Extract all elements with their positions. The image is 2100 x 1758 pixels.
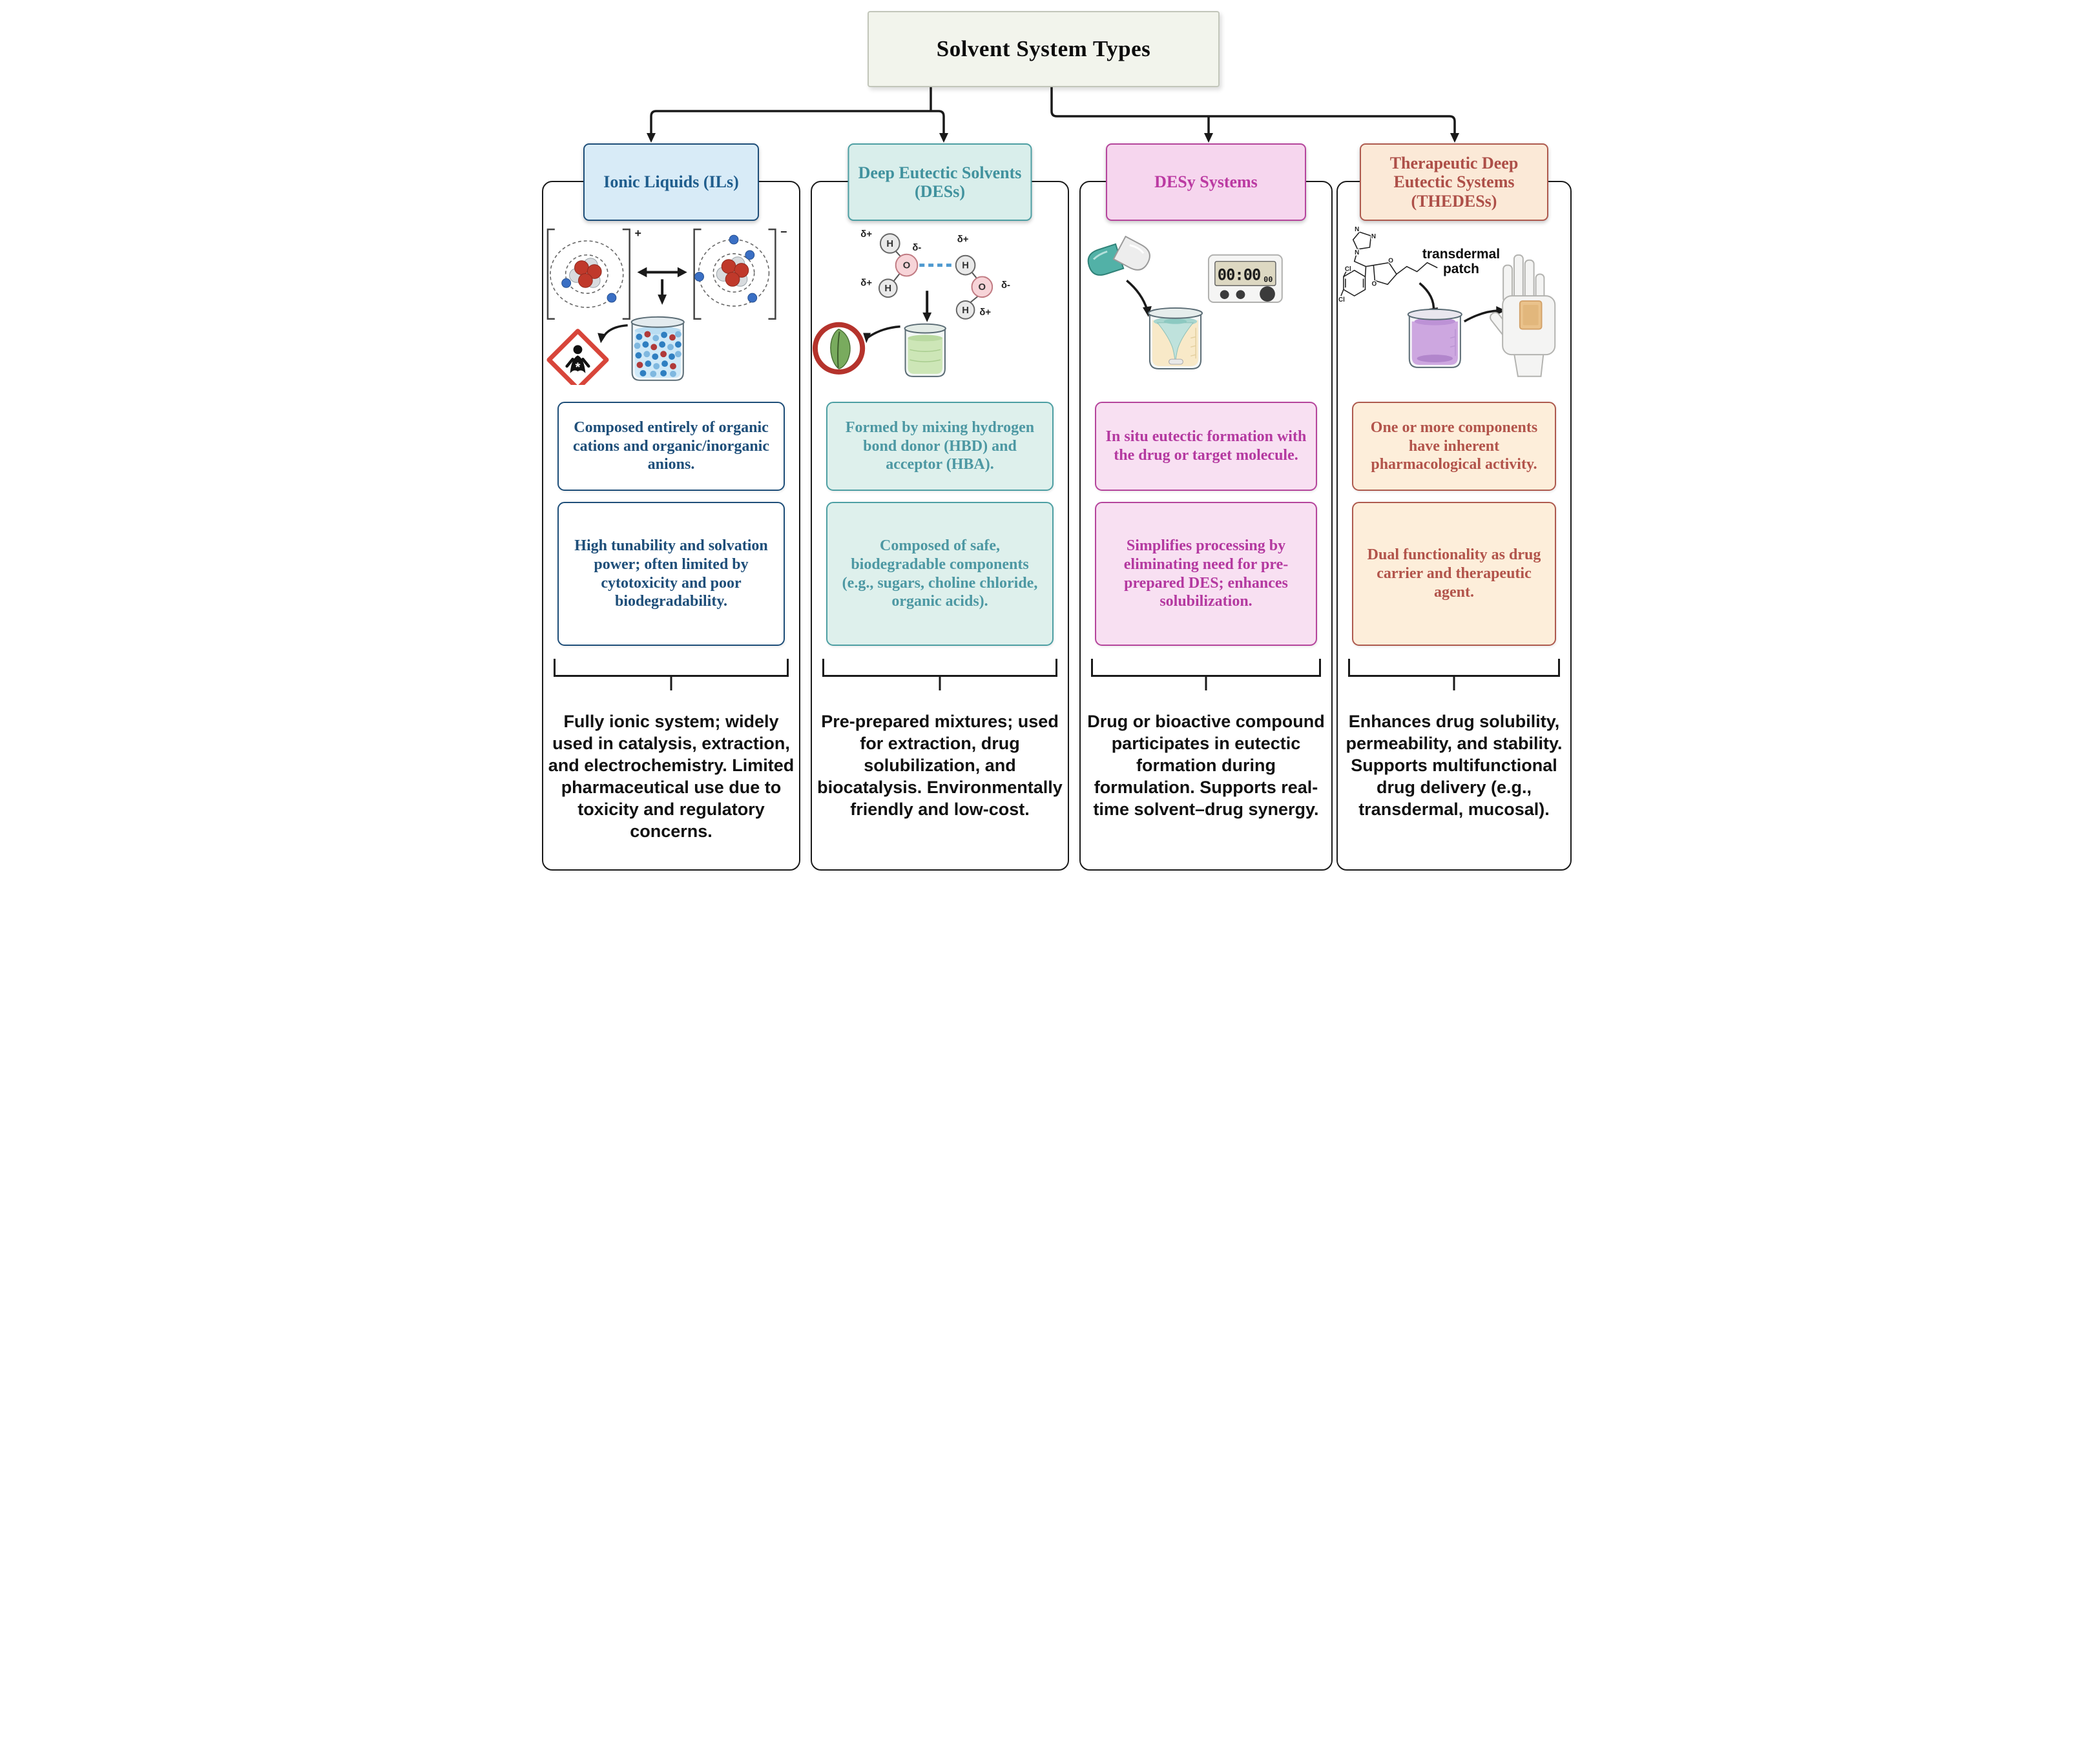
illustration-thedes xyxy=(1338,223,1570,385)
n-label: N xyxy=(1355,226,1360,234)
down-arrow-icon xyxy=(922,291,931,322)
feature-text: One or more components have inherent pharmacological activity. xyxy=(1370,419,1538,473)
page-title: Solvent System Types xyxy=(936,36,1151,61)
summary-bracket xyxy=(554,659,789,677)
feature-box-1 xyxy=(557,402,785,491)
eco-leaf-icon xyxy=(815,325,862,372)
feature-text: Formed by mixing hydrogen bond donor (HBD) and acceptor (HBA). xyxy=(845,419,1035,473)
cl-label: Cl xyxy=(1344,265,1351,273)
column-des xyxy=(811,143,1069,871)
summary-bracket xyxy=(1348,659,1560,677)
ionic-liquid-beaker-icon xyxy=(632,317,684,380)
delta-minus-label: δ- xyxy=(912,242,922,253)
connector-stub-right xyxy=(1052,87,1455,136)
header-thedes xyxy=(1360,143,1548,221)
vortex-beaker-icon xyxy=(1149,308,1202,369)
curved-arrow-icon xyxy=(598,326,628,344)
o-label: O xyxy=(978,282,986,293)
title-box xyxy=(868,11,1220,87)
h-label: H xyxy=(962,305,969,316)
o-label: O xyxy=(1371,280,1377,288)
feature-text: High tunability and solvation power; often limited by cytotoxicity and poor biodegradability. xyxy=(574,537,768,610)
timer-icon xyxy=(1209,255,1282,302)
hazard-star: * xyxy=(575,360,581,375)
timer-display: 00:00 xyxy=(1217,265,1261,284)
delta-plus-label: δ+ xyxy=(979,307,992,318)
h-label: H xyxy=(886,238,894,249)
des-beaker-icon xyxy=(905,324,946,377)
illustration-des xyxy=(812,223,1068,385)
water-molecule-icon xyxy=(956,234,1010,319)
feature-box-1 xyxy=(1352,402,1556,491)
feature-box-2 xyxy=(557,502,785,646)
column-thedes xyxy=(1336,143,1572,871)
summary-text: Enhances drug solubility, permeability, and stability. Supports multifunctional drug delivery (e.g., transdermal, mucosal). xyxy=(1346,712,1563,820)
transdermal-patch-icon xyxy=(1520,301,1542,329)
feature-box-2 xyxy=(1095,502,1317,646)
column-desy xyxy=(1079,143,1333,871)
summary-bracket xyxy=(1091,659,1321,677)
curved-arrow-icon xyxy=(1127,280,1152,316)
timer-display-small: 00 xyxy=(1263,274,1273,284)
thedes-beaker-icon xyxy=(1408,309,1462,367)
transdermal-patch-label: transdermal patch xyxy=(1422,247,1501,277)
column-ionic-liquids xyxy=(542,143,800,871)
health-hazard-icon xyxy=(549,331,607,385)
anion-atom-icon xyxy=(694,225,787,319)
cl-label: Cl xyxy=(1338,296,1345,304)
feature-text: Composed of safe, biodegradable components (e.g., sugars, choline chloride, organic acids). xyxy=(842,537,1038,610)
feature-text: In situ eutectic formation with the drug or target molecule. xyxy=(1105,428,1307,464)
summary-text: Pre-prepared mixtures; used for extraction, drug solubilization, and biocatalysis. Environmentally friendly and low-cost. xyxy=(817,712,1063,820)
arrowhead-col2 xyxy=(939,133,948,143)
delta-minus-label: δ- xyxy=(1001,280,1010,291)
h-label: H xyxy=(962,260,969,271)
delta-plus-label: δ+ xyxy=(957,234,969,245)
water-molecule-icon xyxy=(860,229,921,297)
feature-box-2 xyxy=(826,502,1054,646)
arrowhead-col3 xyxy=(1204,133,1213,143)
molecule-atom-labels xyxy=(1338,226,1393,304)
header-label: Deep Eutectic Solvents (DESs) xyxy=(858,163,1022,201)
cation-atom-icon xyxy=(548,227,641,319)
delta-plus-label: δ+ xyxy=(860,278,872,289)
h-label: H xyxy=(884,284,892,295)
illustration-desy xyxy=(1081,223,1331,385)
o-label: O xyxy=(1388,257,1393,265)
header-label: Therapeutic Deep Eutectic Systems (THEDESs) xyxy=(1389,154,1519,211)
summary-text: Fully ionic system; widely used in catalysis, extraction, and electrochemistry. Limited pharmaceutical use due to toxicity and regulatory concerns. xyxy=(548,712,795,842)
connector-left-branch xyxy=(651,111,944,136)
cation-sign: + xyxy=(634,227,641,240)
summary-bracket xyxy=(822,659,1057,677)
n-label: N xyxy=(1371,233,1376,241)
feature-text: Dual functionality as drug carrier and therapeutic agent. xyxy=(1367,546,1541,601)
arrowhead-col4 xyxy=(1450,133,1459,143)
equilibrium-arrow-icon xyxy=(638,267,687,305)
capsule-icon xyxy=(1085,236,1154,278)
feature-box-1 xyxy=(826,402,1054,491)
feature-box-2 xyxy=(1352,502,1556,646)
diagram-canvas xyxy=(525,0,1575,879)
feature-box-1 xyxy=(1095,402,1317,491)
summary-text: Drug or bioactive compound participates in eutectic formation during formulation. Supports real-time solvent–drug synergy. xyxy=(1087,712,1325,820)
header-ionic-liquids xyxy=(583,143,759,221)
feature-text: Simplifies processing by eliminating need for pre-prepared DES; enhances solubilization. xyxy=(1123,537,1289,610)
illustration-ionic-liquids xyxy=(543,223,799,385)
header-desy xyxy=(1106,143,1306,221)
curved-arrow-icon xyxy=(863,327,900,344)
header-label: DESy Systems xyxy=(1154,172,1258,192)
anion-sign: − xyxy=(780,225,787,239)
feature-text: Composed entirely of organic cations and organic/inorganic anions. xyxy=(572,419,770,473)
delta-plus-label: δ+ xyxy=(860,229,872,240)
header-des xyxy=(848,143,1032,221)
n-label: N xyxy=(1355,249,1360,256)
o-label: O xyxy=(902,260,911,271)
header-label: Ionic Liquids (ILs) xyxy=(603,172,739,192)
arrowhead-col1 xyxy=(647,133,656,143)
